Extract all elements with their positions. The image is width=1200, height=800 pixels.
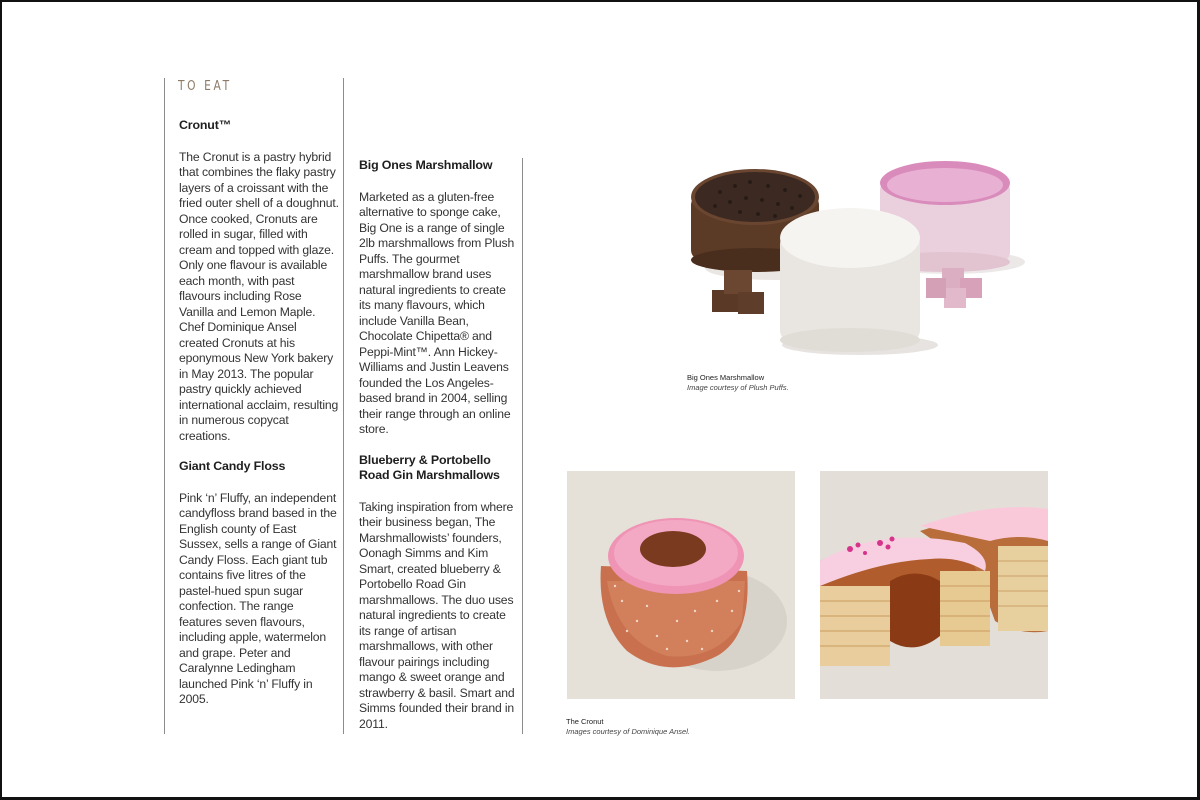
column-1 xyxy=(179,118,339,708)
caption-title: Big Ones Marshmallow xyxy=(687,373,765,382)
article-title: Cronut™ xyxy=(179,118,231,132)
column-2 xyxy=(359,158,519,732)
article-body: Taking inspiration from where their business began, The Marshmallowists’ founders, Oonagh Simms and Kim Smart, created blueberry & Portobello Road Gin marshmallows. The duo uses natural ingredients to create its range of artisan marshmallows, with other flavour pairings including mango & sweet orange and strawberry & basil. Smart and Simms founded their brand in 2011. xyxy=(359,499,515,731)
article-title: Big Ones Marshmallow xyxy=(359,158,493,172)
article-title: Giant Candy Floss xyxy=(179,459,286,473)
cronut-whole-photo xyxy=(567,471,795,699)
article-body: Pink ‘n’ Fluffy, an independent candyfloss brand based in the English county of East Sussex, sells a range of Giant Candy Floss. Each giant tub contains five litres of the pastel-hued spun sugar confection. The range features seven flavours, including apple, watermelon and grape. Peter and Caralynne Ledingham launched Pink ‘n’ Fluffy in 2005. xyxy=(179,490,337,706)
cronut-cut-photo xyxy=(820,471,1048,699)
column-rule-right xyxy=(522,158,523,734)
column-rule-middle xyxy=(343,78,344,734)
article-marshmallowists xyxy=(359,453,519,733)
article-big-ones xyxy=(359,158,519,438)
column-rule-left xyxy=(164,78,165,734)
caption-title: The Cronut xyxy=(566,717,604,726)
article-cronut xyxy=(179,118,339,444)
caption-credit: Images courtesy of Dominique Ansel. xyxy=(566,726,690,736)
article-body: Marketed as a gluten-free alternative to sponge cake, Big One is a range of single 2lb marshmallows from Plush Puffs. The gourmet marshmallow brand uses natural ingredients to create its many flavours, which include Vanilla Bean, Chocolate Chipetta® and Peppi-Mint™. Ann Hickey-Williams and Justin Leavens founded the Los Angeles-based brand in 2004, selling their range through an online store. xyxy=(359,189,515,436)
article-candy-floss xyxy=(179,459,339,708)
section-label: TO EAT xyxy=(178,79,232,94)
figure-caption-cronut xyxy=(566,717,690,736)
article-body: The Cronut is a pastry hybrid that combines the flaky pastry layers of a croissant with the fried outer shell of a doughnut. Once cooked, Cronuts are rolled in sugar, filled with cream and topped with glaze. Only one flavour is available each month, with past flavours including Rose Vanilla and Lemon Maple. Chef Dominique Ansel created Cronuts at his eponymous New York bakery in May 2013. The popular pastry quickly achieved international acclaim, resulting in numerous copycat creations. xyxy=(179,149,339,443)
article-title: Blueberry & Portobello Road Gin Marshmallows xyxy=(359,452,500,482)
caption-credit: Image courtesy of Plush Puffs. xyxy=(687,382,789,392)
marshmallow-cakes-photo xyxy=(680,150,1060,360)
figure-caption-marshmallow xyxy=(687,373,789,392)
